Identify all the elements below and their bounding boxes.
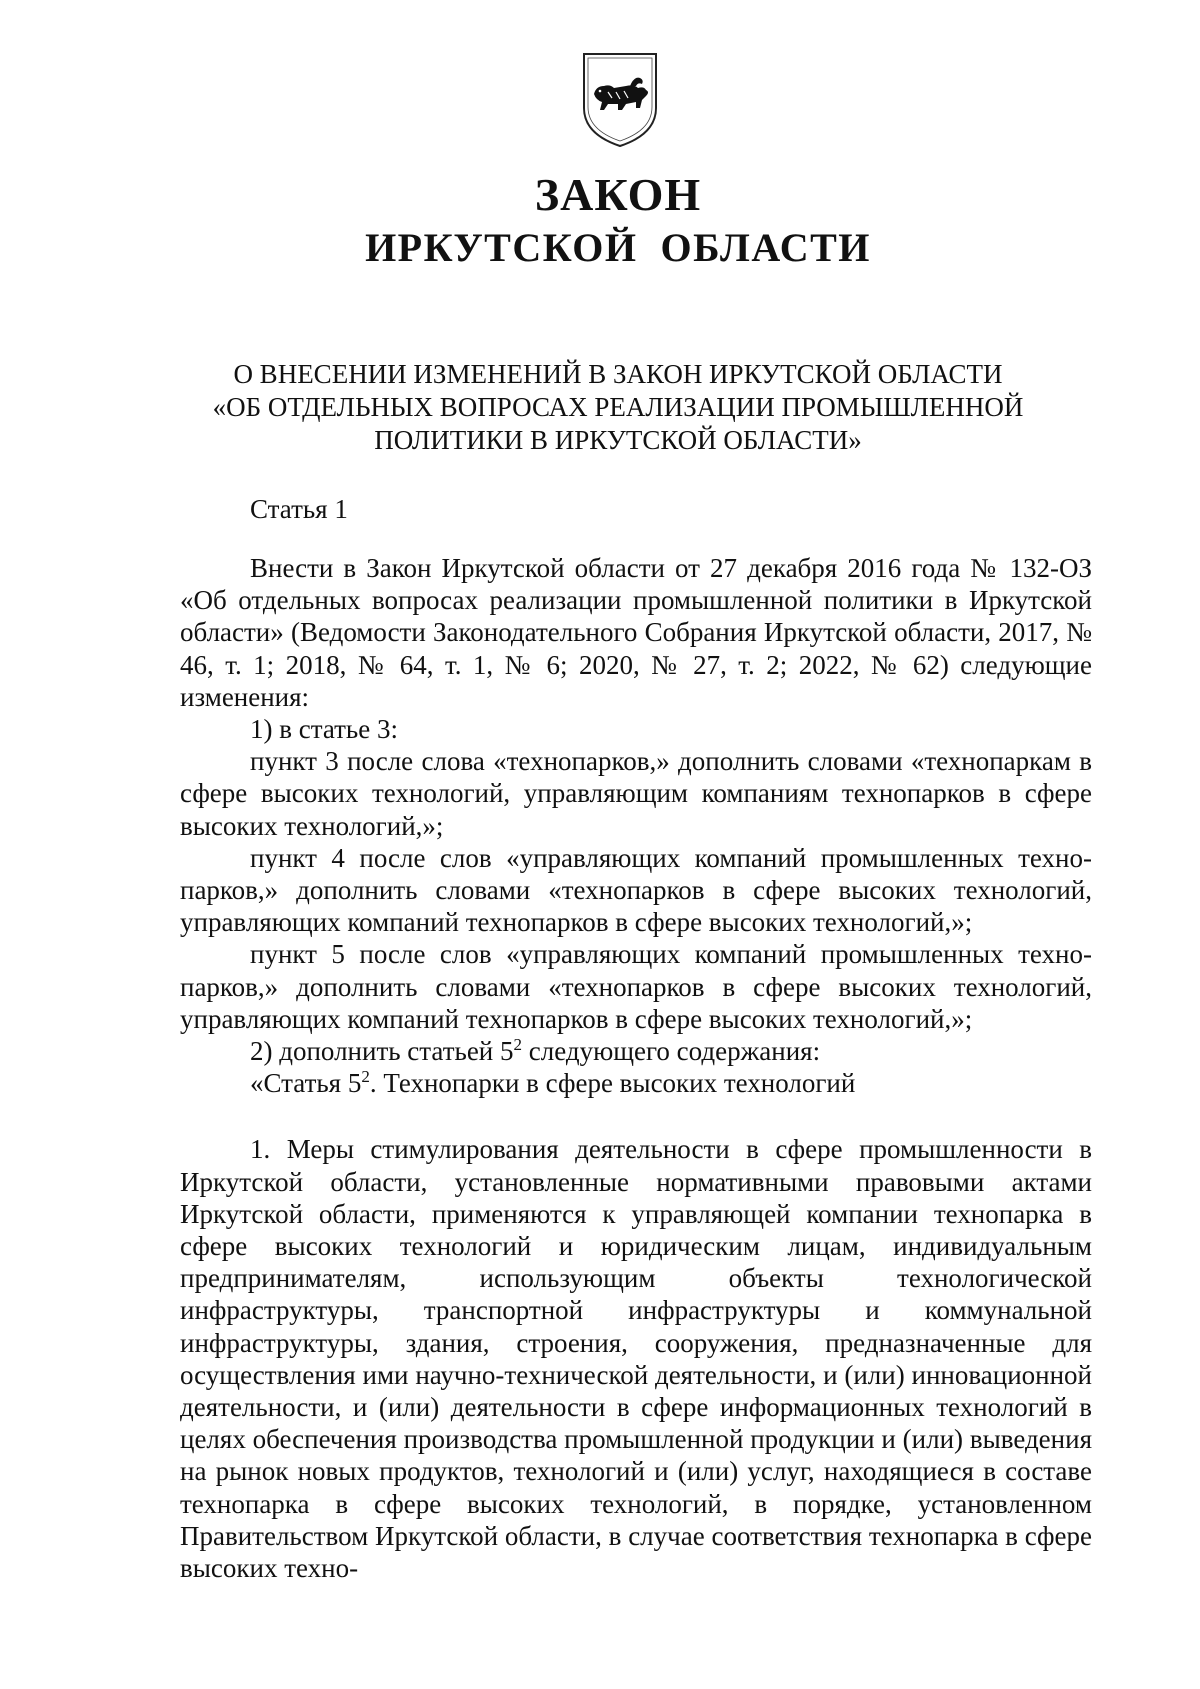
amendment-item	[180, 1035, 1092, 1067]
subtitle-line: «ОБ ОТДЕЛЬНЫХ ВОПРОСАХ РЕАЛИЗАЦИИ ПРОМЫШЛЕННОЙ	[212, 392, 1024, 422]
law-title: ЗАКОН	[534, 169, 702, 220]
superscript: 2	[513, 1035, 523, 1055]
new-article-heading-text: «Статья 5	[250, 1068, 362, 1099]
amendment-item-text: следующего содержания:	[522, 1036, 821, 1067]
superscript: 2	[361, 1067, 370, 1087]
article-body	[180, 552, 1092, 1584]
article-intro-paragraph: Внести в Закон Иркутской области от 27 декабря 2016 года № 132-ОЗ «Об отдельных вопросах реализации промышленной политики в Иркутской области» (Ведомости Законодательного Собрания Иркутской области, 2017, № 46, т. 1; 2018, № 64, т. 1, № 6; 2020, № 27, т. 2; 2022, № 62) следующие изменения:	[180, 553, 1092, 712]
amendment-paragraph: пункт 5 после слов «управляющих компаний промышленных техно-парков,» дополнить словами «технопарков в сфере высоких технологий, управляющих компаний технопарков в сфере высоких технологий,»;	[180, 939, 1092, 1034]
irkutsk-coat-of-arms-icon	[580, 50, 660, 150]
amendment-paragraph: пункт 3 после слова «технопарков,» дополнить словами «технопаркам в сфере высоких технологий, управляющим компаниям технопарков в сфере высоких технологий,»;	[180, 746, 1092, 841]
amendment-item-text: 2) дополнить статьей 5	[250, 1036, 514, 1067]
new-article-heading-text: . Технопарки в сфере высоких технологий	[369, 1068, 856, 1099]
article-heading: Статья 1	[250, 494, 348, 524]
new-article-paragraph: 1. Меры стимулирования деятельности в сфере промышленности в Иркутской области, установленные нормативными правовыми актами Иркутской области, применяются к управляющей компании технопарка в сфере высоких технологий и юридическим лицам, индивидуальным предпринимателям, использующим объекты технологической инфраструктуры, транспортной инфраструктуры и коммунальной инфраструктуры, здания, строения, сооружения, предназначенные для осуществления ими научно-технической деятельности, и (или) инновационной деятельности, и (или) деятельности в сфере информационных технологий в целях обеспечения производства промышленной продукции и (или) выведения на рынок новых продуктов, технологий и (или) услуг, находящиеся в составе технопарка в сфере высоких технологий, в порядке, установленном Правительством Иркутской области, в случае соответствия технопарка в сфере высоких техно-	[180, 1134, 1092, 1584]
law-subtitle	[0, 358, 1200, 457]
subtitle-line: О ВНЕСЕНИИ ИЗМЕНЕНИЙ В ЗАКОН ИРКУТСКОЙ ОБЛАСТИ	[233, 359, 1003, 389]
law-region-title: ИРКУТСКОЙ ОБЛАСТИ	[365, 225, 871, 270]
subtitle-line: ПОЛИТИКИ В ИРКУТСКОЙ ОБЛАСТИ»	[374, 425, 862, 455]
amendment-item: 1) в статье 3:	[250, 714, 398, 745]
new-article-heading	[180, 1067, 1092, 1099]
amendment-paragraph: пункт 4 после слов «управляющих компаний промышленных техно-парков,» дополнить словами «технопарков в сфере высоких технологий, управляющих компаний технопарков в сфере высоких технологий,»;	[180, 842, 1092, 938]
